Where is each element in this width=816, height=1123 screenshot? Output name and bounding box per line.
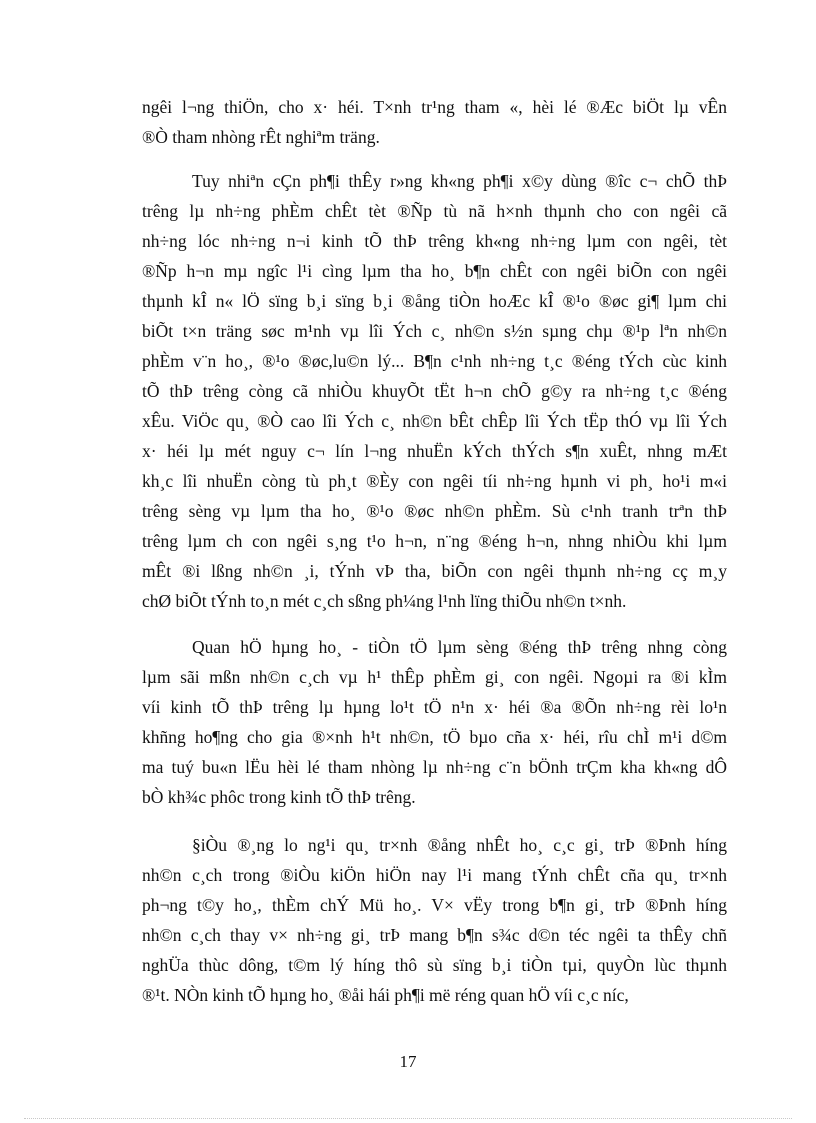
paragraph-3 <box>142 632 727 812</box>
text-line: ®Ò tham nhòng rÊt nghiªm träng. <box>142 127 380 147</box>
text-line: phÈm v¨n ho¸, ®¹o ®øc,lu©n lý... B¶n c¹nh nh÷ng t¸c ®éng tÝch cùc kinh <box>142 351 727 371</box>
text-line: ngêi l¬ng thiÖn, cho x· héi. T×nh tr¹ng tham «, hèi lé ®Æc biÖt lµ vÊn <box>142 97 727 117</box>
paragraph-2 <box>142 166 727 616</box>
text-line: x· héi lµ mét nguy c¬ lín l¬ng nhuËn kÝch thÝch s¶n xuÊt, nhng mÆt <box>142 441 727 461</box>
text-line: Quan hÖ hµng ho¸ - tiÒn tÖ lµm sèng ®éng thÞ trêng nhng còng <box>192 637 727 657</box>
text-line: mÊt ®i lßng nh©n ¸i, tÝnh vÞ tha, biÕn con ngêi thµnh nh÷ng cç m¸y <box>142 561 727 581</box>
text-line: nh©n c¸ch trong ®iÒu kiÖn hiÖn nay l¹i mang tÝnh chÊt cña qu¸ tr×nh <box>142 865 727 885</box>
text-line: tÕ thÞ trêng còng cã nhiÒu khuyÕt tËt h¬n chÕ g©y ra nh÷ng t¸c ®éng <box>142 381 727 401</box>
text-line: ma tuý bu«n lËu hèi lé tham nhòng lµ nh÷ng c¨n bÖnh trÇm kha kh«ng dÔ <box>142 757 727 777</box>
text-line: ®¹t. NÒn kinh tÕ hµng ho¸ ®åi hái ph¶i më réng quan hÖ víi c¸c níc, <box>142 985 629 1005</box>
text-line: kh¸c lîi nhuËn còng tù ph¸t ®Èy con ngêi tíi nh÷ng hµnh vi ph¸ ho¹i m«i <box>142 471 727 491</box>
text-line: thµnh kÎ n« lÖ sïng b¸i sïng b¸i ®ång tiÒn hoÆc kÎ ®¹o ®øc gi¶ lµm chi <box>142 291 727 311</box>
page-number: 17 <box>399 1052 417 1071</box>
text-line: nghÜa thùc dông, t©m lý híng thô sù sïng b¸i tiÒn tµi, quyÒn lùc thµnh <box>142 955 727 975</box>
text-line: nh÷ng lóc nh÷ng n¬i kinh tÕ thÞ trêng kh«ng nh÷ng lµm con ngêi, tèt <box>142 231 727 251</box>
text-line: §iÒu ®¸ng lo ng¹i qu¸ tr×nh ®ång nhÊt ho¸ c¸c gi¸ trÞ ®Þnh híng <box>192 835 727 855</box>
text-line: trêng lµm ch con ngêi s¸ng t¹o h¬n, n¨ng ®éng h¬n, nhng nhiÒu khi lµm <box>142 531 727 551</box>
paragraph-1 <box>142 92 727 152</box>
text-line: nh©n c¸ch thay v× nh÷ng gi¸ trÞ mang b¶n s¾c d©n téc ngêi ta thÊy chñ <box>142 925 727 945</box>
text-line: víi kinh tÕ thÞ trêng lµ hµng lo¹t tÖ n¹n x· héi ®a ®Õn nh÷ng rèi lo¹n <box>142 697 727 717</box>
text-line: bÒ kh¾c phôc trong kinh tÕ thÞ trêng. <box>142 787 416 807</box>
text-line: trêng lµ nh÷ng phÈm chÊt tèt ®Ñp tù nã h×nh thµnh cho con ngêi cã <box>142 201 727 221</box>
paragraph-4 <box>142 830 727 1010</box>
text-line: khñng ho¶ng cho gia ®×nh h¹t nh©n, tÖ bµo cña x· héi, rîu chÌ m¹i d©m <box>142 727 727 747</box>
text-line: trêng sèng vµ lµm tha ho¸ ®¹o ®øc nh©n phÈm. Sù c¹nh tranh trªn thÞ <box>142 501 727 521</box>
text-line: ph¬ng t©y ho¸, thÈm chÝ Mü ho¸. V× vËy trong b¶n gi¸ trÞ ®Þnh híng <box>142 895 727 915</box>
page-break-divider <box>24 1118 792 1119</box>
text-line: ®Ñp h¬n mµ ngîc l¹i cìng lµm tha ho¸ b¶n chÊt con ngêi biÕn con ngêi <box>142 261 727 281</box>
text-line: lµm sãi mßn nh©n c¸ch vµ h¹ thÊp phÈm gi¸ con ngêi. Ngoµi ra ®i kÌm <box>142 667 727 687</box>
text-line: xÊu. ViÖc qu¸ ®Ò cao lîi Ých c¸ nh©n bÊt chÊp lîi Ých tËp thÓ vµ lîi Ých <box>142 411 727 431</box>
text-line: Tuy nhiªn cÇn ph¶i thÊy r»ng kh«ng ph¶i x©y dùng ®îc c¬ chÕ thÞ <box>192 171 727 191</box>
text-line: biÕt t×n träng søc m¹nh vµ lîi Ých c¸ nh©n s½n sµng chµ ®¹p lªn nh©n <box>142 321 727 341</box>
text-line: chØ biÕt tÝnh to¸n mét c¸ch sßng ph¼ng l¹nh lïng thiÕu nh©n t×nh. <box>142 591 627 611</box>
